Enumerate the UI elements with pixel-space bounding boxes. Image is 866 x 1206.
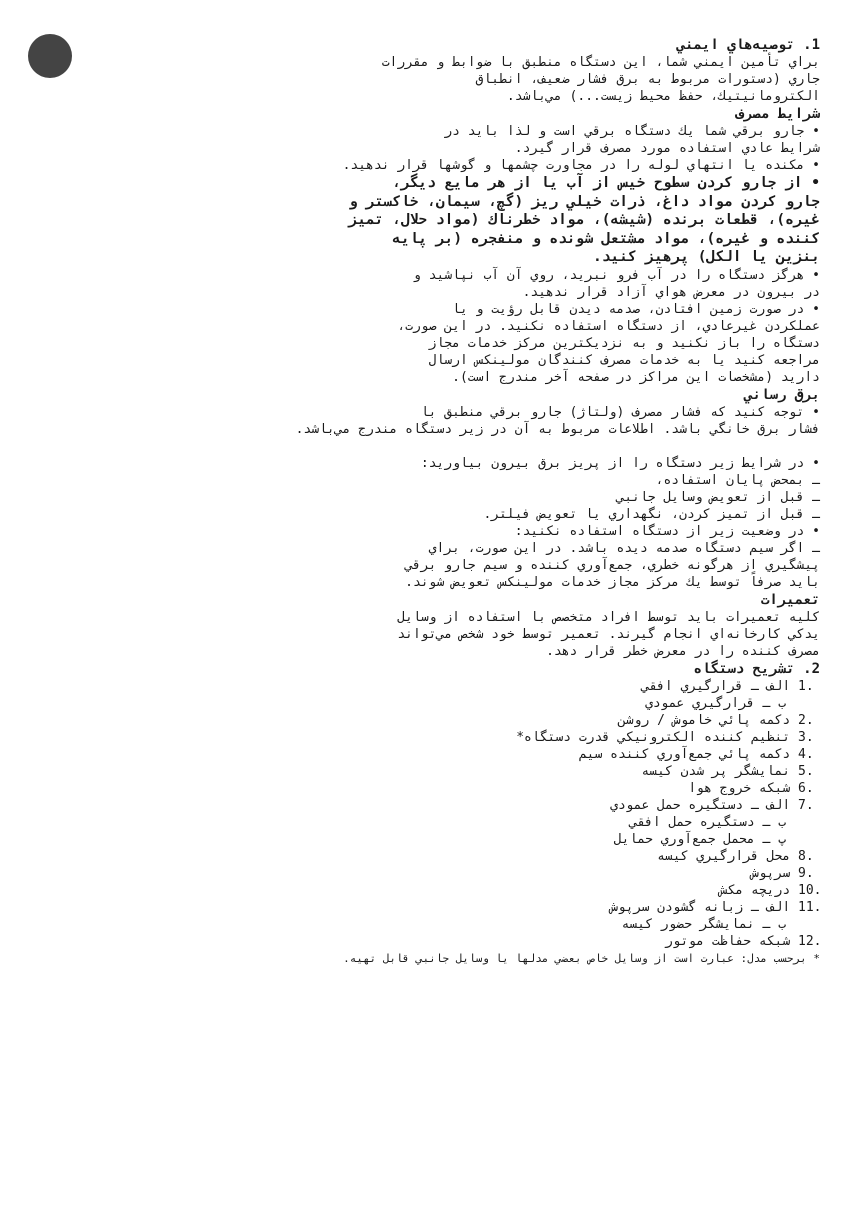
bullet-line: • در وضعيت زير از دستگاه استفاده نكنيد:	[514, 523, 820, 539]
parts-list-item	[120, 899, 820, 916]
parts-list-item	[120, 882, 820, 899]
bullet-line: • هرگز دستگاه را در آب فرو نبريد، روي آن آب نپاشيد و	[413, 267, 820, 283]
parts-list-item	[120, 780, 820, 797]
item-number: 7.	[798, 797, 814, 813]
bullet-line-bold: • از جارو كردن سطوح خيس از آب يا از هر مايع ديگر،	[392, 175, 820, 191]
item-number: 10.	[798, 882, 822, 898]
item-number: 5.	[798, 763, 814, 779]
parts-list-subitem: ب ـ نمايشگر حضور كيسه	[621, 916, 786, 932]
item-label: دكمه پائي جمع‌آوري كننده سيم	[578, 746, 791, 762]
parts-list-item	[120, 933, 820, 950]
text-line: عملكردن غيرعادي، از دستگاه استفاده نكنيد. در اين صورت،	[397, 318, 820, 334]
bullet-line: • مكنده يا انتهاي لوله را در مجاورت چشمها و گوشها قرار ندهيد.	[342, 158, 820, 173]
text-line: مصرف كننده را در معرض خطر قرار دهد.	[546, 643, 820, 659]
item-number: 2.	[798, 712, 814, 728]
text-line: شرايط عادي استفاده مورد مصرف قرار گيرد.	[514, 141, 820, 156]
dash-line: ـ اگر سيم دستگاه صدمه ديده باشد. در اين صورت، براي	[428, 540, 820, 556]
item-label: الف ـ قرارگيري افقي	[641, 678, 791, 694]
text-line-bold: كننده و غيره)، مواد مشتعل شونده و منفجره (بر پايه	[392, 230, 820, 247]
text-line: پيشگيري از هرگونه خطري، جمع‌آوري كننده و سيم جارو برقي	[405, 557, 820, 573]
parts-list-item	[120, 712, 820, 729]
item-number: 8.	[798, 848, 814, 864]
bullet-line: • در شرايط زير دستگاه را از پريز برق بيرون بياوريد:	[420, 455, 820, 471]
page-marker-dot	[28, 34, 72, 78]
dash-line: ـ بمحض پايان استفاده،	[655, 472, 820, 488]
text-line-bold: غيره)، قطعات برنده (شيشه)، مواد خطرناك (مواد حلال، تميز	[348, 212, 820, 228]
parts-list-subitem: ب ـ قرارگيري عمودي	[645, 695, 786, 711]
bullet-line: • در صورت زمين افتادن، صدمه ديدن قابل رؤيت و يا	[452, 301, 820, 317]
section-title-repairs: تعميرات	[760, 591, 820, 608]
text-line: دستگاه را باز نكنيد و به نزديكترين مركز خدمات مجاز	[428, 335, 820, 351]
item-label: الف ـ دستگيره حمل عمودي	[610, 797, 791, 813]
parts-list-item	[120, 746, 820, 763]
parts-list	[120, 678, 820, 950]
item-label: محل قرارگيري كيسه	[657, 848, 791, 864]
text-line: مراجعه كنيد يا به خدمات مصرف كنندگان مولينكس ارسال	[428, 352, 820, 368]
text-line: فشار برق خانگي باشد. اطلاعات مربوط به آن در زير دستگاه مندرج مي‌باشد.	[295, 421, 820, 437]
text-line: كليه تعميرات بايد توسط افراد متخصص با استفاده از وسايل	[397, 609, 820, 625]
bullet-line: • توجه كنيد كه فشار مصرف (ولتاژ) جارو برقي منطبق با	[420, 404, 820, 420]
text-line-bold: بنزين يا الكل) پرهيز كنيد.	[593, 249, 820, 265]
item-label: شبكه خروج هوا	[688, 780, 791, 796]
text-line: الكترومانيتيك، حفظ محيط زيست...) مي‌باشد.	[506, 89, 820, 104]
parts-list-item	[120, 848, 820, 865]
text-line: بايد صرفاً توسط يك مركز مجاز خدمات مولينكس تعويض شوند.	[405, 574, 820, 590]
parts-list-item	[120, 729, 820, 746]
text-line: يدكي كارخانه‌اي انجام گيرند. تعمير توسط خود شخص مي‌تواند	[397, 626, 820, 642]
parts-list-subitem: ب ـ دستگيره حمل افقي	[629, 814, 786, 830]
dash-line: ـ قبل از تعويض وسايل جانبي	[616, 489, 820, 505]
document-body	[120, 36, 820, 967]
item-label: دكمه پائي خاموش / روشن	[617, 712, 791, 728]
text-line: براي تأمين ايمني شما، اين دستگاه منطبق با ضوابط و مقررات	[381, 55, 820, 70]
section-title-safety: 1. توصيه‌هاي ايمني	[676, 37, 820, 53]
bullet-line: • جارو برقي شما يك دستگاه برقي است و لذا بايد در	[444, 124, 820, 139]
item-label: نمايشگر پر شدن كيسه	[641, 763, 791, 779]
item-label: دريچه مكش	[719, 882, 791, 898]
parts-list-item	[120, 678, 820, 695]
item-number: 11.	[798, 899, 822, 915]
parts-list-item	[120, 763, 820, 780]
item-number: 4.	[798, 746, 814, 762]
item-number: 12.	[798, 933, 822, 949]
section-title-description: 2. تشريح دستگاه	[693, 660, 820, 677]
item-label: الف ـ زبانه گشودن سرپوش	[610, 899, 791, 915]
section-title-usage: شرايط مصرف	[735, 106, 820, 122]
item-number: 3.	[798, 729, 814, 745]
text-line: جاري (دستورات مربوط به برق فشار ضعيف، انطباق	[475, 72, 820, 87]
item-label: تنظيم كننده الكترونيكي قدرت دستگاه*	[516, 729, 791, 745]
item-label: سرپوش	[751, 865, 791, 881]
parts-list-item	[120, 865, 820, 882]
item-number: 9.	[798, 865, 814, 881]
dash-line: ـ قبل از تميز كردن، نگهداري يا تعويض فيلتر.	[483, 506, 820, 522]
section-title-power: برق رساني	[744, 386, 820, 403]
footnote: * برحسب مدل: عبارت است از وسايل خاص بعضي مدلها يا وسايل جانبي قابل تهيه.	[343, 951, 820, 965]
item-number: 1.	[798, 678, 814, 694]
item-number: 6.	[798, 780, 814, 796]
item-label: شبكه حفاظت موتور	[664, 933, 791, 949]
text-line-bold: جارو كردن مواد داغ، ذرات خيلي ريز (گچ، سيمان، خاكستر و	[348, 193, 820, 210]
parts-list-item	[120, 797, 820, 814]
text-line: داريد (مشخصات اين مراكز در صفحه آخر مندرج است).	[452, 369, 820, 385]
parts-list-subitem: پ ـ محمل جمع‌آوري حمايل	[613, 831, 786, 847]
text-line: در بيرون در معرض هواي آزاد قرار ندهيد.	[522, 284, 820, 300]
